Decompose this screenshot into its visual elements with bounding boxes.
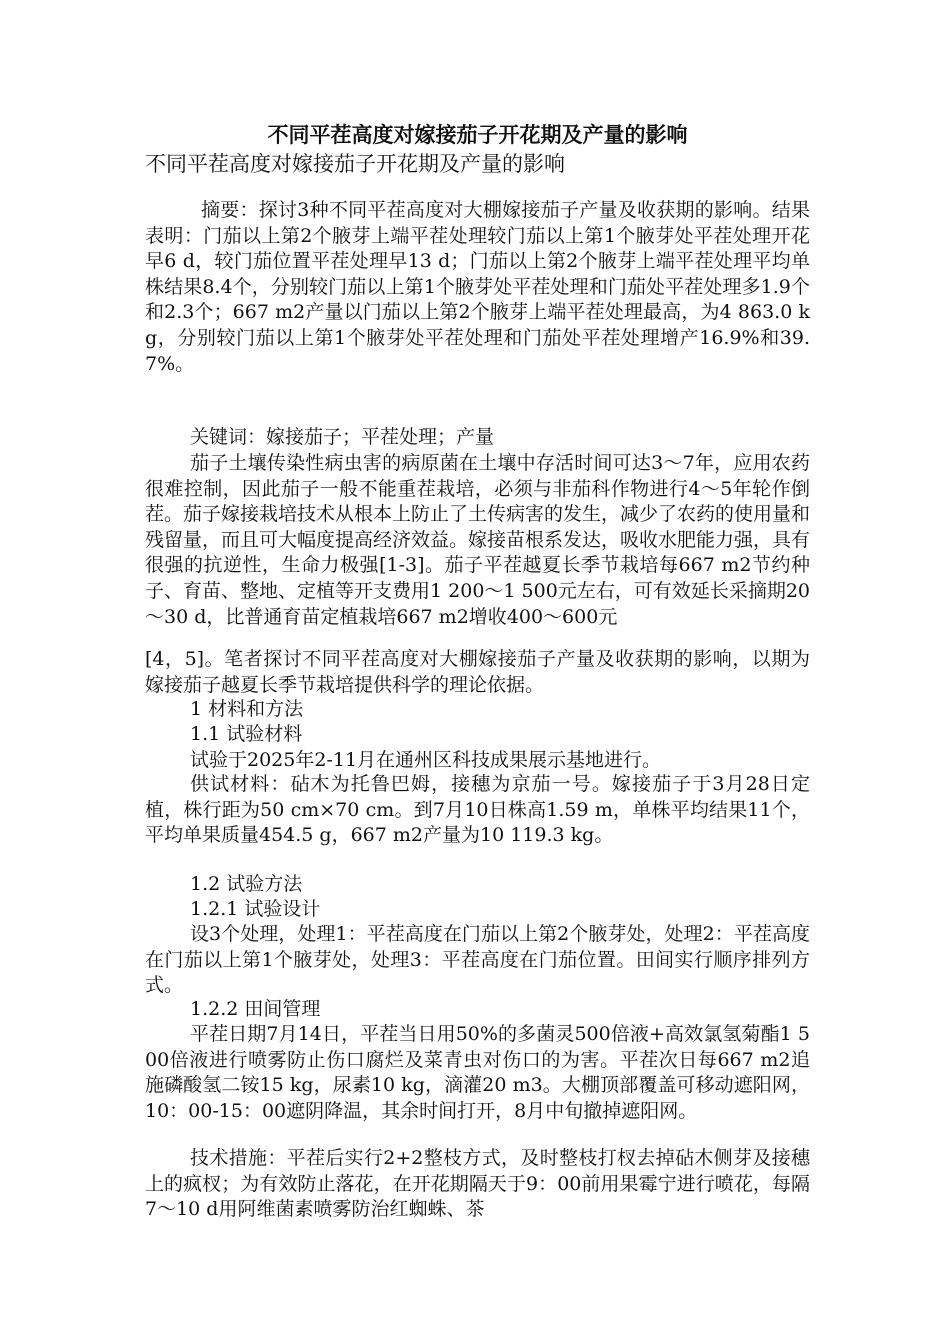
document-subtitle: 不同平茬高度对嫁接茄子开花期及产量的影响 (145, 152, 565, 176)
section-heading-1-2-2: 1.2.2 田间管理 (190, 998, 321, 1020)
field-management-paragraph: 平茬日期7月14日，平茬当日用50%的多菌灵500倍液+高效氯氢菊酯1 500倍液进行喷雾防止伤口腐烂及菜青虫对伤口的为害。平茬次日每667 m2追施磷酸氢二铵15 kg，尿素10 kg，滴灌20 m3。大棚顶部覆盖可移动遮阳网，10：00-15：00遮阴降温，其余时间打开，8月中旬撤掉遮阳网。 (145, 1023, 810, 1122)
section-heading-1-2-1: 1.2.1 试验设计 (190, 898, 321, 920)
section-heading-1-2: 1.2 试验方法 (190, 873, 303, 895)
intro-paragraph: 茄子土壤传染性病虫害的病原菌在土壤中存活时间可达3～7年，应用农药很难控制，因此茄子一般不能重茬栽培，必须与非茄科作物进行4～5年轮作倒茬。茄子嫁接栽培技术从根本上防止了土传病害的发生，减少了农药的使用量和残留量，而且可大幅度提高经济效益。嫁接苗根系发达，吸收水肥能力强，具有很强的抗逆性，生命力极强[1-3]。茄子平茬越夏长季节栽培每667 m2节约种子、育苗、整地、定植等开支费用1 200～1 500元左右，可有效延长采摘期20～30 d，比普通育苗定植栽培667 m2增收400～600元 (145, 452, 811, 628)
abstract-paragraph: 摘要：探讨3种不同平茬高度对大棚嫁接茄子产量及收获期的影响。结果表明：门茄以上第2个腋芽上端平茬处理较门茄以上第1个腋芽处平茬处理开花早6 d，较门茄位置平茬处理早13 d；门茄以上第2个腋芽上端平茬处理平均单株结果8.4个，分别较门茄以上第1个腋芽处平茬处理和门茄处平茬处理多1.9个和2.3个；667 m2产量以门茄以上第2个腋芽上端平茬处理最高，为4 863.0 kg，分别较门茄以上第1个腋芽处平茬处理和门茄处平茬处理增产16.9%和39.7%。 (145, 199, 810, 375)
keywords-line: 关键词：嫁接茄子；平茬处理；产量 (190, 426, 495, 448)
section-heading-1-1: 1.1 试验材料 (190, 723, 303, 745)
test-site-paragraph: 试验于2025年2-11月在通州区科技成果展示基地进行。 (190, 749, 662, 771)
section-heading-1: 1 材料和方法 (190, 698, 304, 720)
document-title: 不同平茬高度对嫁接茄子开花期及产量的影响 (267, 122, 688, 147)
technique-paragraph: 技术措施：平茬后实行2+2整枝方式，及时整枝打杈去掉砧木侧芽及接穗上的疯杈；为有效防止落花，在开花期隔天于9：00前用果霉宁进行喷花，每隔7～10 d用阿维菌素喷雾防治红蜘蛛、茶 (145, 1147, 810, 1221)
design-paragraph: 设3个处理，处理1：平茬高度在门茄以上第2个腋芽处，处理2：平茬高度在门茄以上第1个腋芽处，处理3：平茬高度在门茄位置。田间实行顺序排列方式。 (145, 923, 810, 997)
intro-paragraph-tail: [4，5]。笔者探讨不同平茬高度对大棚嫁接茄子产量及收获期的影响，以期为嫁接茄子越夏长季节栽培提供科学的理论依据。 (145, 648, 810, 696)
material-paragraph: 供试材料：砧木为托鲁巴姆，接穗为京茄一号。嫁接茄子于3月28日定植，株行距为50 cm×70 cm。到7月10日株高1.59 m，单株平均结果11个，平均单果质量454.5 g，667 m2产量为10 119.3 kg。 (145, 773, 810, 847)
